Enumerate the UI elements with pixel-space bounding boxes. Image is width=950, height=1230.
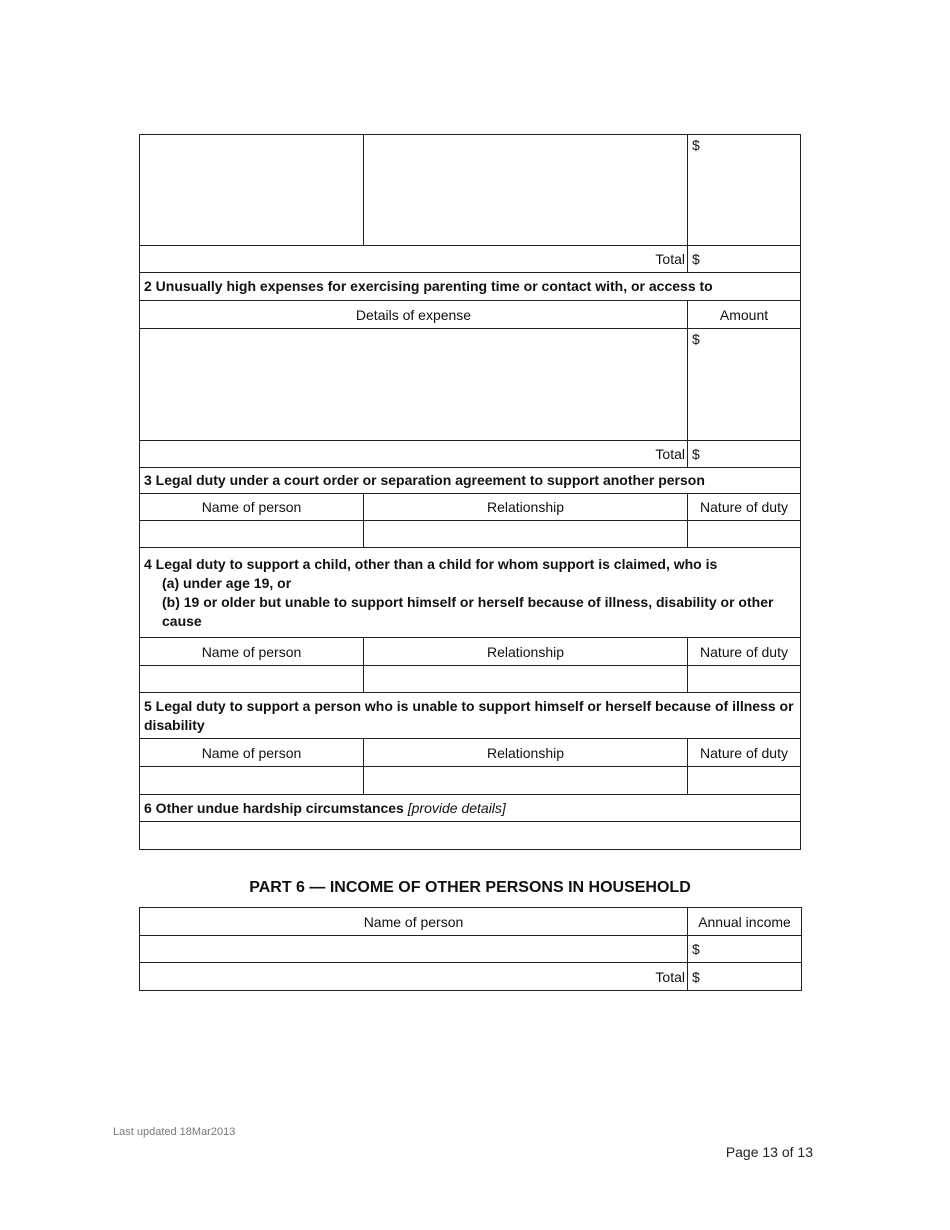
section4-item-b: (b) 19 or older but unable to support himself or herself because of illness, disability or other cause — [162, 593, 774, 629]
section3-header-row — [140, 494, 801, 521]
section2-total-row — [140, 441, 801, 468]
part6-col-income: Annual income — [688, 908, 802, 936]
section2-title: 2 Unusually high expenses for exercising parenting time or contact with, or access to — [140, 273, 801, 301]
section4-header-row — [140, 638, 801, 666]
footer-page-number: Page 13 of 13 — [725, 1144, 813, 1160]
section2-details-cell[interactable] — [140, 329, 688, 441]
section4-title: 4 Legal duty to support a child, other than a child for whom support is claimed, who is — [144, 555, 718, 572]
section4-entry-row — [140, 666, 801, 693]
section2-total-label: Total — [140, 441, 688, 468]
section6-title-row — [140, 795, 801, 822]
part6-income-table — [139, 907, 802, 991]
section4-title-cell — [140, 548, 801, 638]
section6-hint: [provide details] — [407, 799, 506, 816]
section6-entry-row — [140, 822, 801, 850]
section6-title-cell — [140, 795, 801, 822]
section5-col-name: Name of person — [140, 739, 364, 767]
section4-item-a: (a) under age 19, or — [162, 574, 292, 591]
section5-name-cell[interactable] — [140, 767, 364, 795]
section2-col-amount: Amount — [688, 301, 801, 329]
section4-relationship-cell[interactable] — [364, 666, 688, 693]
section6-title: 6 Other undue hardship circumstances — [144, 799, 404, 816]
part6-income-cell[interactable]: $ — [688, 936, 802, 963]
section4-col-name: Name of person — [140, 638, 364, 666]
section3-col-name: Name of person — [140, 494, 364, 521]
section2-amount-cell[interactable]: $ — [688, 329, 801, 441]
section4-col-nature: Nature of duty — [688, 638, 801, 666]
section5-title-row — [140, 693, 801, 739]
part6-total-label: Total — [140, 963, 688, 991]
part6-heading: PART 6 — INCOME OF OTHER PERSONS IN HOUSEHOLD — [249, 879, 691, 896]
section4-title-row — [140, 548, 801, 638]
section3-col-nature: Nature of duty — [688, 494, 801, 521]
section6-details-cell[interactable] — [140, 822, 801, 850]
section5-col-nature: Nature of duty — [688, 739, 801, 767]
section1-amount-cell[interactable]: $ — [688, 135, 801, 246]
part6-entry-row — [140, 936, 802, 963]
section3-nature-cell[interactable] — [688, 521, 801, 548]
section5-header-row — [140, 739, 801, 767]
part6-header-row — [140, 908, 802, 936]
section3-title: 3 Legal duty under a court order or separation agreement to support another person — [140, 468, 801, 494]
part6-col-name: Name of person — [140, 908, 688, 936]
section1-entry-row — [140, 135, 801, 246]
section2-col-details: Details of expense — [140, 301, 688, 329]
section2-entry-row — [140, 329, 801, 441]
hardship-form-table — [139, 134, 801, 850]
section2-total-amount[interactable]: $ — [688, 441, 801, 468]
section1-total-label: Total — [140, 246, 688, 273]
section5-title: 5 Legal duty to support a person who is unable to support himself or herself because of illness or disability — [140, 693, 801, 739]
section1-total-amount[interactable]: $ — [688, 246, 801, 273]
section4-nature-cell[interactable] — [688, 666, 801, 693]
part6-total-row — [140, 963, 802, 991]
section5-entry-row — [140, 767, 801, 795]
section1-cell-a[interactable] — [140, 135, 364, 246]
part6-name-cell[interactable] — [140, 936, 688, 963]
section2-title-row — [140, 273, 801, 301]
footer-last-updated: Last updated 18Mar2013 — [113, 1126, 236, 1138]
section5-relationship-cell[interactable] — [364, 767, 688, 795]
section5-col-relationship: Relationship — [364, 739, 688, 767]
part6-total-amount[interactable]: $ — [688, 963, 802, 991]
section3-entry-row — [140, 521, 801, 548]
section1-total-row — [140, 246, 801, 273]
section3-name-cell[interactable] — [140, 521, 364, 548]
section3-col-relationship: Relationship — [364, 494, 688, 521]
section4-name-cell[interactable] — [140, 666, 364, 693]
section1-cell-b[interactable] — [364, 135, 688, 246]
section2-header-row — [140, 301, 801, 329]
section5-nature-cell[interactable] — [688, 767, 801, 795]
section4-col-relationship: Relationship — [364, 638, 688, 666]
section3-title-row — [140, 468, 801, 494]
section3-relationship-cell[interactable] — [364, 521, 688, 548]
